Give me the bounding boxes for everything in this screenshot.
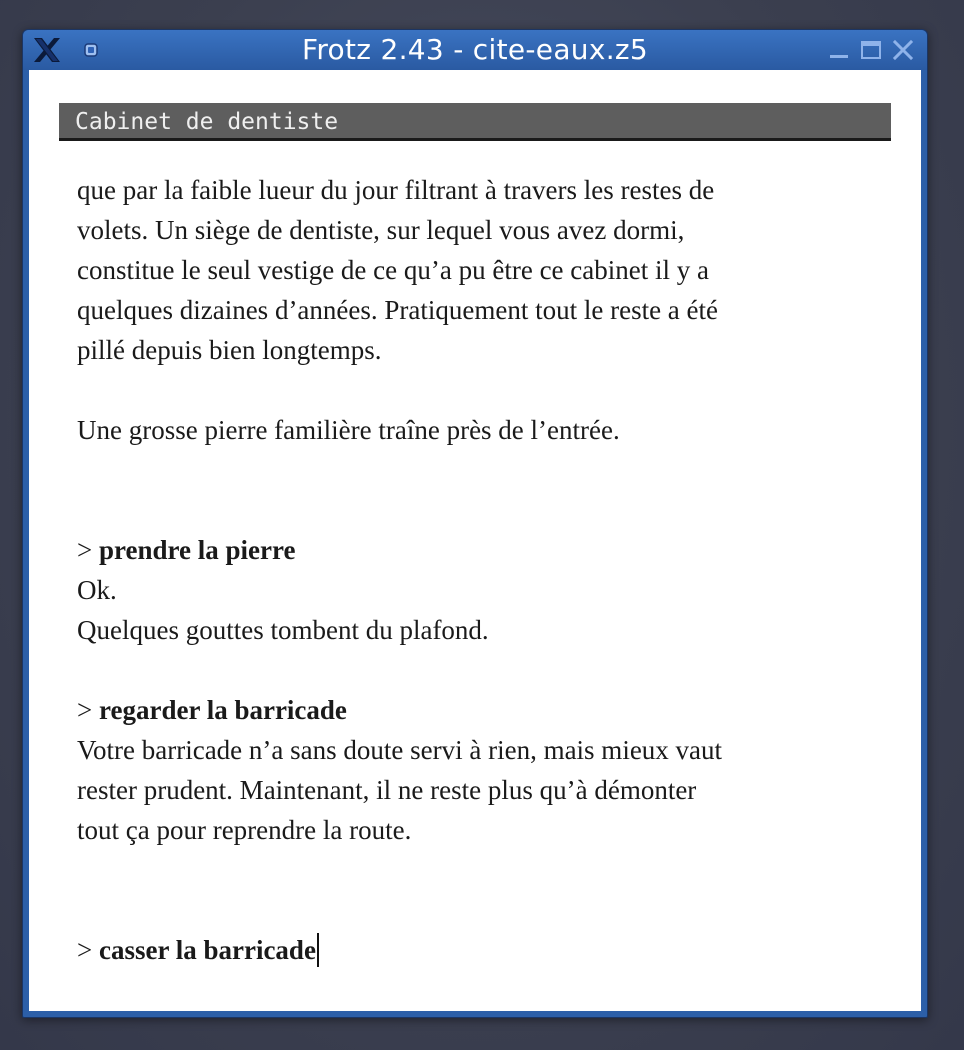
frotz-window: [22, 29, 928, 1018]
response-line: tout ça pour reprendre la route.: [77, 815, 412, 845]
prompt-symbol: >: [77, 935, 93, 965]
story-transcript: [77, 170, 877, 970]
location-name: Cabinet de dentiste: [75, 109, 339, 135]
prompt-symbol: >: [77, 695, 93, 725]
blank-line: [77, 450, 877, 490]
blank-line: [77, 370, 877, 410]
story-line: volets. Un siège de dentiste, sur lequel vous avez dormi,: [77, 215, 685, 245]
command-line: [77, 530, 877, 570]
maximize-icon[interactable]: [859, 38, 883, 62]
current-input[interactable]: casser la barricade: [98, 935, 316, 965]
player-command: regarder la barricade: [98, 695, 347, 725]
story-line: Une grosse pierre familière traîne près de l’entrée.: [77, 415, 620, 445]
text-cursor: [317, 933, 319, 967]
command-line: [77, 690, 877, 730]
response-line: Votre barricade n’a sans doute servi à rien, mais mieux vaut: [77, 735, 723, 765]
story-line: que par la faible lueur du jour filtrant à travers les restes de: [77, 175, 715, 205]
response-line: Quelques gouttes tombent du plafond.: [77, 615, 489, 645]
story-line: constitue le seul vestige de ce qu’a pu être ce cabinet il y a: [77, 255, 709, 285]
response-line: Ok.: [77, 575, 117, 605]
status-bar: [59, 103, 891, 141]
blank-line: [77, 890, 877, 930]
story-line: pillé depuis bien longtemps.: [77, 335, 382, 365]
player-command: prendre la pierre: [98, 535, 296, 565]
story-line: quelques dizaines d’années. Pratiquement tout le reste a été: [77, 295, 719, 325]
blank-line: [77, 490, 877, 530]
blank-line: [77, 650, 877, 690]
response-line: rester prudent. Maintenant, il ne reste plus qu’à démonter: [77, 775, 697, 805]
input-line[interactable]: [77, 930, 877, 970]
window-titlebar[interactable]: [23, 30, 927, 70]
close-icon[interactable]: [891, 38, 915, 62]
prompt-symbol: >: [77, 535, 93, 565]
blank-line: [77, 850, 877, 890]
game-text-area[interactable]: [29, 70, 921, 1011]
minimize-icon[interactable]: [827, 38, 851, 62]
window-title: Frotz 2.43 - cite-eaux.z5: [301, 33, 648, 66]
